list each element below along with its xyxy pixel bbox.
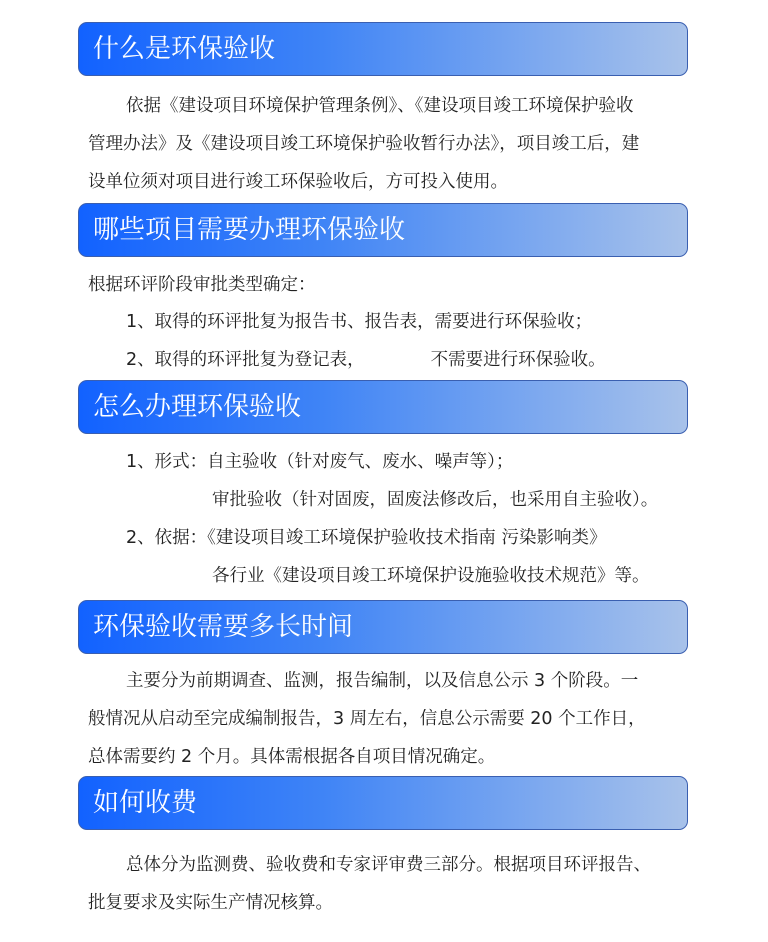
section-2-item-2 [126, 348, 726, 372]
section-header-which-projects: 哪些项目需要办理环保验收 [78, 203, 688, 257]
section-2-item-1: 1、取得的环评批复为报告书、报告表，需要进行环保验收； [126, 312, 593, 332]
section-3-line-2: 审批验收（针对固废，固废法修改后，也采用自主验收）。 [212, 490, 659, 510]
section-1-line-1: 依据《建设项目环境保护管理条例》、《建设项目竣工环境保护验收 [126, 96, 634, 116]
section-4-line-1: 主要分为前期调查、监测，报告编制，以及信息公示 3 个阶段。一 [126, 671, 639, 691]
section-1-line-2: 管理办法》及《建设项目竣工环境保护验收暂行办法》，项目竣工后，建 [88, 134, 640, 154]
section-4-line-3: 总体需要约 2 个月。具体需根据各自项目情况确定。 [88, 747, 496, 767]
section-header-how-to: 怎么办理环保验收 [78, 380, 688, 434]
section-header-how-long: 环保验收需要多长时间 [78, 600, 688, 654]
section-2-item-2-part-b: 不需要进行环保验收。 [430, 350, 606, 370]
section-1-line-3: 设单位须对项目进行竣工环保验收后，方可投入使用。 [88, 172, 508, 192]
section-5-line-2: 批复要求及实际生产情况核算。 [88, 893, 333, 913]
section-3-line-4: 各行业《建设项目竣工环境保护设施验收技术规范》等。 [212, 566, 650, 586]
section-3-line-1: 1、形式：自主验收（针对废气、废水、噪声等）； [126, 452, 514, 472]
section-header-what-is: 什么是环保验收 [78, 22, 688, 76]
section-3-line-3: 2、依据：《建设项目竣工环境保护验收技术指南 污染影响类》 [126, 528, 607, 548]
section-2-intro: 根据环评阶段审批类型确定： [88, 275, 316, 295]
section-5-line-1: 总体分为监测费、验收费和专家评审费三部分。根据项目环评报告、 [126, 855, 651, 875]
section-header-fees: 如何收费 [78, 776, 688, 830]
section-4-line-2: 般情况从启动至完成编制报告，3 周左右，信息公示需要 20 个工作日， [88, 709, 646, 729]
section-2-item-2-part-a: 2、取得的环评批复为登记表， [126, 350, 365, 370]
